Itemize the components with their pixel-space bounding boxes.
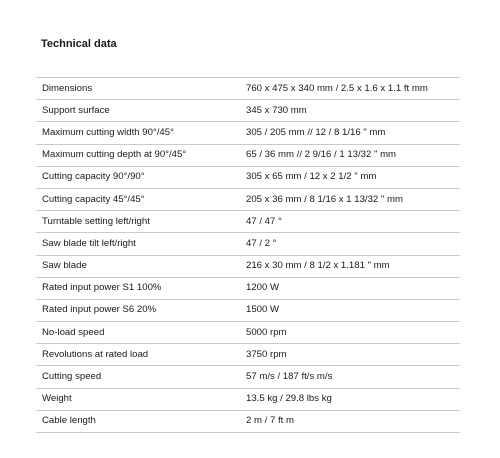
spec-table xyxy=(36,77,460,433)
table-row xyxy=(36,100,460,122)
table-row xyxy=(36,322,460,344)
spec-value: 5000 rpm xyxy=(240,322,460,344)
page-title: Technical data xyxy=(41,38,117,50)
spec-value: 1200 W xyxy=(240,277,460,299)
spec-value: 13.5 kg / 29.8 lbs kg xyxy=(240,388,460,410)
table-row xyxy=(36,188,460,210)
spec-label: Revolutions at rated load xyxy=(36,344,240,366)
spec-label: Cable length xyxy=(36,410,240,432)
spec-label: Turntable setting left/right xyxy=(36,211,240,233)
spec-label: Dimensions xyxy=(36,78,240,100)
spec-label: Cutting capacity 45°/45° xyxy=(36,188,240,210)
table-row xyxy=(36,410,460,432)
table-row xyxy=(36,255,460,277)
spec-label: Saw blade tilt left/right xyxy=(36,233,240,255)
spec-label: Rated input power S6 20% xyxy=(36,299,240,321)
spec-value: 216 x 30 mm / 8 1/2 x 1.181 " mm xyxy=(240,255,460,277)
table-row xyxy=(36,78,460,100)
spec-label: Cutting capacity 90°/90° xyxy=(36,166,240,188)
spec-value: 345 x 730 mm xyxy=(240,100,460,122)
table-row xyxy=(36,122,460,144)
spec-label: Cutting speed xyxy=(36,366,240,388)
spec-label: Maximum cutting depth at 90°/45° xyxy=(36,144,240,166)
spec-value: 3750 rpm xyxy=(240,344,460,366)
table-row xyxy=(36,277,460,299)
spec-label: Maximum cutting width 90°/45° xyxy=(36,122,240,144)
spec-label: No-load speed xyxy=(36,322,240,344)
spec-value: 305 / 205 mm // 12 / 8 1/16 " mm xyxy=(240,122,460,144)
table-row xyxy=(36,344,460,366)
table-row xyxy=(36,233,460,255)
table-row xyxy=(36,144,460,166)
spec-value: 47 / 47 ° xyxy=(240,211,460,233)
spec-value: 205 x 36 mm / 8 1/16 x 1 13/32 " mm xyxy=(240,188,460,210)
spec-value: 47 / 2 ° xyxy=(240,233,460,255)
spec-table-body xyxy=(36,78,460,433)
table-row xyxy=(36,388,460,410)
table-row xyxy=(36,211,460,233)
table-row xyxy=(36,166,460,188)
table-row xyxy=(36,299,460,321)
spec-value: 1500 W xyxy=(240,299,460,321)
spec-label: Support surface xyxy=(36,100,240,122)
spec-value: 760 x 475 x 340 mm / 2.5 x 1.6 x 1.1 ft mm xyxy=(240,78,460,100)
spec-value: 305 x 65 mm / 12 x 2 1/2 " mm xyxy=(240,166,460,188)
table-row xyxy=(36,366,460,388)
spec-value: 2 m / 7 ft m xyxy=(240,410,460,432)
spec-label: Saw blade xyxy=(36,255,240,277)
spec-label: Weight xyxy=(36,388,240,410)
spec-value: 57 m/s / 187 ft/s m/s xyxy=(240,366,460,388)
spec-label: Rated input power S1 100% xyxy=(36,277,240,299)
spec-value: 65 / 36 mm // 2 9/16 / 1 13/32 " mm xyxy=(240,144,460,166)
